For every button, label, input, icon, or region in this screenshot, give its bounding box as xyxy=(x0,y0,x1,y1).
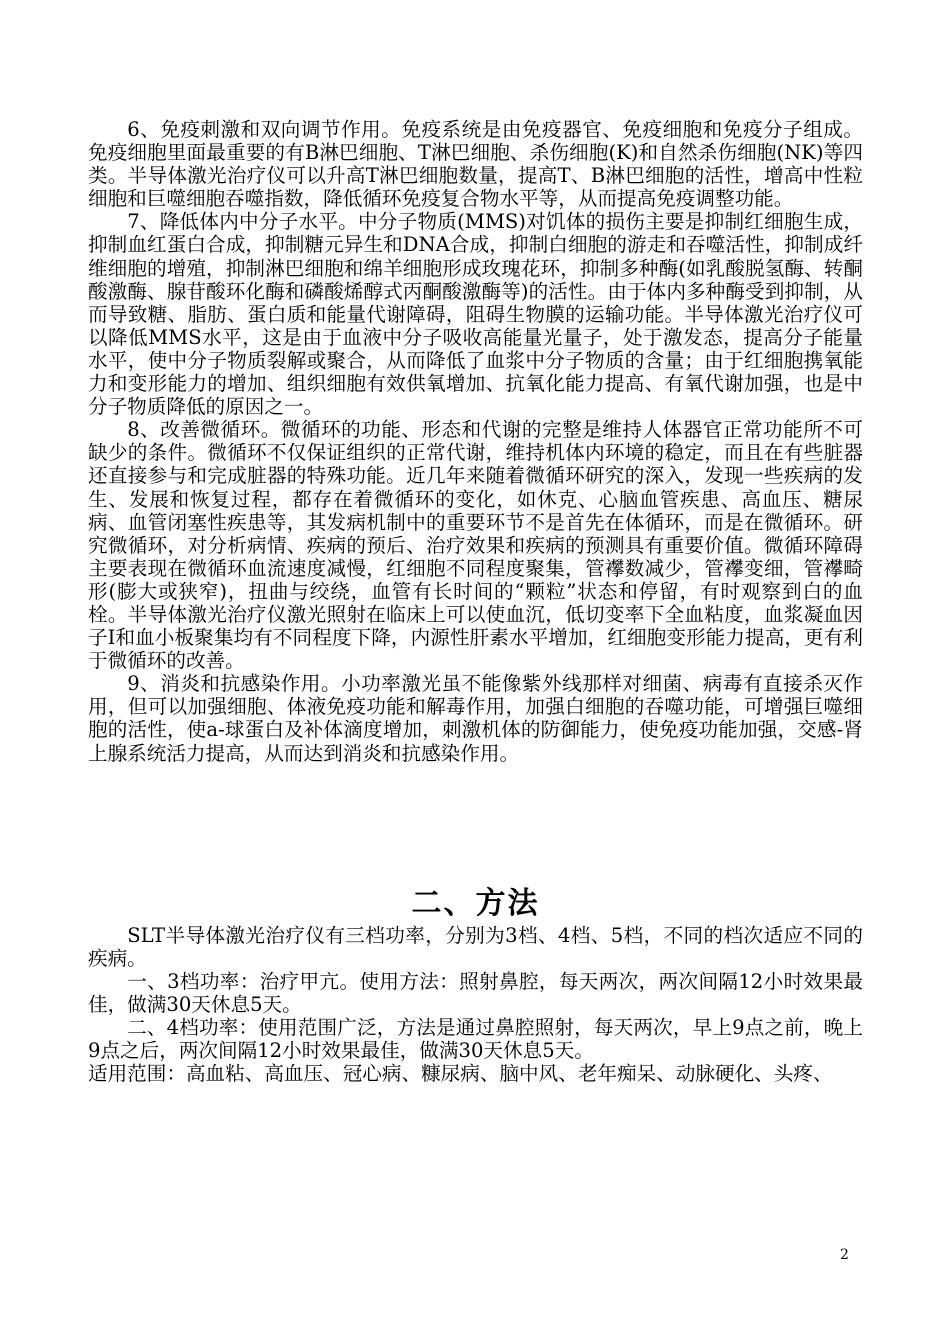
paragraph-level-4: 二、4档功率：使用范围广泛，方法是通过鼻腔照射，每天两次，早上9点之前，晚上9点之后，两次间隔12小时效果最佳，做满30天休息5天。 xyxy=(88,1016,863,1063)
paragraph-level-3: 一、3档功率：治疗甲亢。使用方法：照射鼻腔，每天两次，两次间隔12小时效果最佳，做满30天休息5天。 xyxy=(88,969,863,1016)
paragraph-mms-reduction: 7、降低体内中分子水平。中分子物质(MMS)对饥体的损伤主要是抑制红细胞生成，抑制血红蛋白合成，抑制糖元异生和DNA合成，抑制白细胞的游走和吞噬活性，抑制成纤维细胞的增殖，抑制淋巴细胞和绵羊细胞形成玫瑰花环，抑制多种酶(如乳酸脱氢酶、转酮酸激酶、腺苷酸环化酶和磷酸烯醇式丙酮酸激酶等)的活性。由于体内多种酶受到抑制，从而导致糖、脂肪、蛋白质和能量代谢障碍，阻碍生物膜的运输功能。半导体激光治疗仪可以降低MMS水平，这是由于血液中分子吸收高能量光量子，处于激发态，提高分子能量水平，使中分子物质裂解或聚合，从而降低了血浆中分子物质的含量；由于红细胞携氧能力和变形能力的增加、组织细胞有效供氧增加、抗氧化能力提高、有氧代谢加强，也是中分子物质降低的原因之一。 xyxy=(88,210,863,419)
paragraph-method-intro: SLT半导体激光治疗仪有三档功率，分别为3档、4档、5档，不同的档次适应不同的疾病。 xyxy=(88,923,863,970)
paragraph-microcirculation: 8、改善微循环。微循环的功能、形态和代谢的完整是维持人体器官正常功能所不可缺少的条件。微循环不仅保证组织的正常代谢，维持机体内环境的稳定，而且在有些脏器还直接参与和完成脏器的特殊功能。近几年来随着微循环研究的深入，发现一些疾病的发生、发展和恢复过程，都存在着微循环的变化，如休克、心脑血管疾患、高血压、糖尿病、血管闭塞性疾患等，其发病机制中的重要环节不是首先在体循环，而是在微循环。研究微循环，对分析病情、疾病的预后、治疗效果和疾病的预测具有重要价值。微循环障碍主要表现在微循环血流速度减慢，红细胞不同程度聚集，管襻数减少，管襻变细，管襻畸形(膨大或狭窄)，扭曲与绞绕，血管有长时间的“颗粒”状态和停留，有时观察到白的血栓。半导体激光治疗仪激光照射在临床上可以使血沉，低切变率下全血粘度，血浆凝血因子I和血小板聚集均有不同程度下降，内源性肝素水平增加，红细胞变形能力提高，更有利于微循环的改善。 xyxy=(88,418,863,673)
document-body xyxy=(88,118,863,1085)
section-title-method: 二、方法 xyxy=(411,885,540,921)
paragraph-applicable-range: 适用范围：高血粘、高血压、冠心病、糠尿病、脑中风、老年痴呆、动脉硬化、头疼、 xyxy=(88,1062,833,1086)
page-number: 2 xyxy=(840,1247,849,1263)
section-spacer xyxy=(88,765,863,886)
paragraph-anti-inflammation: 9、消炎和抗感染作用。小功率激光虽不能像紫外线那样对细菌、病毒有直接杀灭作用，但可以加强细胞、体液免疫功能和解毒作用，加强白细胞的吞噬功能，可增强巨噬细胞的活性，使a-球蛋白及补体滴度增加，刺激机体的防御能力，使免疫功能加强，交感-肾上腺系统活力提高，从而达到消炎和抗感染作用。 xyxy=(88,672,863,765)
paragraph-immune-regulation: 6、免疫刺激和双向调节作用。免疫系统是由免疫器官、免疫细胞和免疫分子组成。免疫细胞里面最重要的有B淋巴细胞、T淋巴细胞、杀伤细胞(K)和自然杀伤细胞(NK)等四类。半导体激光治疗仪可以升高T淋巴细胞数量，提高T、B淋巴细胞的活性，增高中性粒细胞和巨噬细胞吞噬指数，降低循环免疫复合物水平等，从而提高免疫调整功能。 xyxy=(88,118,863,211)
